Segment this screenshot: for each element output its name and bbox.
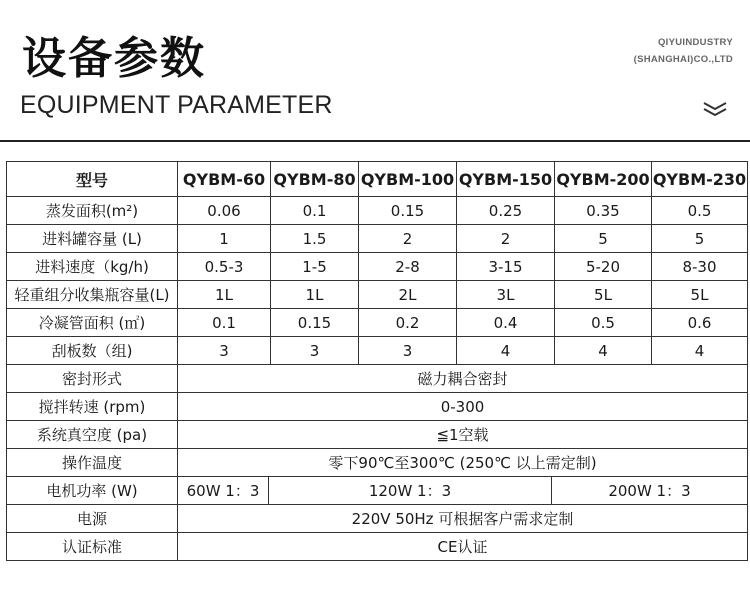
- row-label: 认证标准: [7, 533, 178, 561]
- table-cell: 0.35: [555, 197, 652, 225]
- table-row: [7, 281, 748, 309]
- table-row: [7, 449, 748, 477]
- row-label: 搅拌转速 (rpm): [7, 393, 178, 421]
- row-label: 轻重组分收集瓶容量(L): [7, 281, 178, 309]
- row-label: 电源: [7, 505, 178, 533]
- table-row: [7, 253, 748, 281]
- table-cell: 3: [178, 337, 271, 365]
- table-cell: 4: [555, 337, 652, 365]
- table-cell: 0.25: [457, 197, 555, 225]
- company-name-line2: (SHANGHAI)CO.,LTD: [633, 54, 733, 65]
- table-row: [7, 533, 748, 561]
- table-row: [7, 477, 748, 505]
- table-cell: 1: [178, 225, 271, 253]
- page-subtitle: EQUIPMENT PARAMETER: [20, 91, 333, 119]
- table-cell: 1-5: [271, 253, 359, 281]
- table-row: [7, 337, 748, 365]
- table-cell: 0.5-3: [178, 253, 271, 281]
- company-name: [634, 34, 733, 68]
- header-cell: QYBM-200: [555, 162, 652, 197]
- table-cell: 1.5: [271, 225, 359, 253]
- table-cell: 2-8: [359, 253, 457, 281]
- double-chevron-down-icon[interactable]: [702, 101, 728, 117]
- table-cell: 2: [457, 225, 555, 253]
- table-cell: 5-20: [555, 253, 652, 281]
- row-label: 进料罐容量 (L): [7, 225, 178, 253]
- table-cell-merged: 0-300: [178, 393, 748, 421]
- motor-power-cell: [178, 477, 748, 505]
- table-cell: 3: [359, 337, 457, 365]
- table-cell: 3: [271, 337, 359, 365]
- header-cell: QYBM-60: [178, 162, 271, 197]
- table-row: [7, 309, 748, 337]
- table-cell: 4: [652, 337, 748, 365]
- table-cell: 5: [555, 225, 652, 253]
- table-cell-merged: 220V 50Hz 可根据客户需求定制: [178, 505, 748, 533]
- table-cell: 0.15: [271, 309, 359, 337]
- motor-power-segment: 120W 1：3: [268, 477, 551, 504]
- table-cell: 0.1: [271, 197, 359, 225]
- row-label: 密封形式: [7, 365, 178, 393]
- row-label: 操作温度: [7, 449, 178, 477]
- motor-power-segment: 60W 1：3: [186, 482, 260, 500]
- table-row: [7, 505, 748, 533]
- table-cell: 5L: [555, 281, 652, 309]
- table-cell: 3-15: [457, 253, 555, 281]
- table-cell-merged: CE认证: [178, 533, 748, 561]
- page-title: 设备参数: [22, 33, 206, 84]
- table-cell: 1L: [271, 281, 359, 309]
- row-label: 系统真空度 (pa): [7, 421, 178, 449]
- table-cell-merged: 磁力耦合密封: [178, 365, 748, 393]
- table-cell: 0.6: [652, 309, 748, 337]
- table-cell-merged: 零下90℃至300℃ (250℃ 以上需定制): [178, 449, 748, 477]
- table-cell: 0.15: [359, 197, 457, 225]
- motor-power-segment: 200W 1：3: [551, 477, 747, 504]
- header-cell: QYBM-230: [652, 162, 748, 197]
- header-cell: QYBM-150: [457, 162, 555, 197]
- row-label: 刮板数（组): [7, 337, 178, 365]
- table-row: [7, 393, 748, 421]
- table-cell: 0.06: [178, 197, 271, 225]
- table-cell-merged: ≦1空载: [178, 421, 748, 449]
- table-header-row: [7, 162, 748, 197]
- row-label: 电机功率 (W): [7, 477, 178, 505]
- row-label: 进料速度（kg/h): [7, 253, 178, 281]
- table-row: [7, 225, 748, 253]
- row-label: 蒸发面积(m²): [7, 197, 178, 225]
- header-divider: [0, 140, 750, 142]
- table-cell: 8-30: [652, 253, 748, 281]
- table-cell: 0.5: [652, 197, 748, 225]
- table-cell: 3L: [457, 281, 555, 309]
- table-cell: 0.2: [359, 309, 457, 337]
- table-cell: 2: [359, 225, 457, 253]
- row-label: 冷凝管面积 (㎡): [7, 309, 178, 337]
- table-cell: 5: [652, 225, 748, 253]
- header-cell: QYBM-80: [271, 162, 359, 197]
- table-row: [7, 421, 748, 449]
- table-row: [7, 365, 748, 393]
- table-cell: 4: [457, 337, 555, 365]
- table-cell: 0.5: [555, 309, 652, 337]
- header-cell: QYBM-100: [359, 162, 457, 197]
- table-cell: 0.4: [457, 309, 555, 337]
- company-name-line1: QIYUINDUSTRY: [657, 37, 733, 48]
- header-cell-model: 型号: [7, 162, 178, 197]
- table-cell: 0.1: [178, 309, 271, 337]
- table-cell: 2L: [359, 281, 457, 309]
- parameter-table: [6, 161, 748, 561]
- table-cell: 5L: [652, 281, 748, 309]
- table-row: [7, 197, 748, 225]
- table-cell: 1L: [178, 281, 271, 309]
